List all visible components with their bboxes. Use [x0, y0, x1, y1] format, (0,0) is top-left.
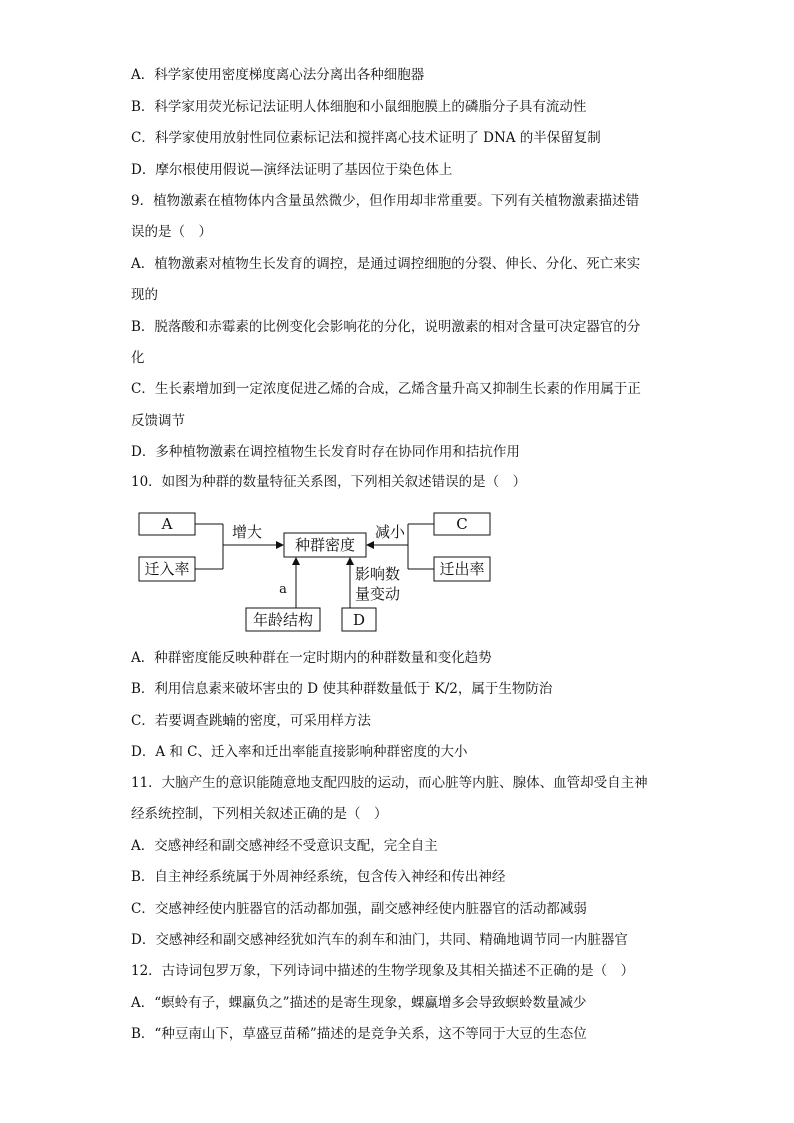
q9-stem-line-1: 9．植物激素在植物体内含量虽然微少，但作用却非常重要。下列有关植物激素描述错 — [131, 193, 640, 209]
label-influence-2: 量变动 — [355, 585, 401, 603]
box-center-label: 种群密度 — [294, 536, 356, 554]
q12-option-b: B．“种豆南山下，草盛豆苗稀”描述的是竞争关系，这不等同于大豆的生态位 — [131, 1026, 587, 1042]
label-a: a — [279, 582, 287, 597]
q11-option-b: B．自主神经系统属于外周神经系统，包含传入神经和传出神经 — [131, 869, 506, 885]
q8-option-b: B．科学家用荧光标记法证明人体细胞和小鼠细胞膜上的磷脂分子具有流动性 — [131, 99, 587, 115]
q11-option-a: A．交感神经和副交感神经不受意识支配，完全自主 — [131, 838, 438, 854]
q11-option-d: D．交感神经和副交感神经犹如汽车的刹车和油门，共同、精确地调节同一内脏器官 — [131, 932, 628, 948]
q9-option-a: A．植物激素对植物生长发育的调控，是通过调控细胞的分裂、伸长、分化、死亡来实 — [131, 256, 641, 272]
label-decrease: 减小 — [374, 523, 406, 541]
q10-option-b: B．利用信息素来破坏害虫的 D 使其种群数量低于 K/2，属于生物防治 — [131, 681, 553, 697]
q9-option-d: D．多种植物激素在调控植物生长发育时存在协同作用和拮抗作用 — [131, 444, 520, 460]
q9-option-b: B．脱落酸和赤霉素的比例变化会影响花的分化，说明激素的相对含量可决定器官的分 — [131, 319, 641, 335]
population-diagram — [138, 509, 494, 633]
label-influence-1: 影响数 — [355, 565, 401, 583]
q10-stem: 10．如图为种群的数量特征关系图，下列相关叙述错误的是（ ） — [131, 474, 527, 490]
q12-stem: 12．古诗词包罗万象，下列诗词中描述的生物学现象及其相关描述不正确的是（ ） — [131, 963, 635, 979]
q11-stem-line-1: 11．大脑产生的意识能随意地支配四肢的运动，而心脏等内脏、腺体、血管却受自主神 — [131, 775, 648, 791]
box-immigration-label: 迁入率 — [144, 560, 190, 578]
q11-stem-line-2: 经系统控制，下列相关叙述正确的是（ ） — [131, 806, 388, 822]
q8-option-c: C．科学家使用放射性同位素标记法和搅拌离心技术证明了 DNA 的半保留复制 — [131, 130, 601, 146]
box-a-label: A — [161, 515, 173, 533]
q9-option-a-cont: 现的 — [131, 287, 158, 303]
q10-option-c: C．若要调查跳蝻的密度，可采用样方法 — [131, 713, 371, 729]
box-emigration-label: 迁出率 — [439, 560, 485, 578]
q9-stem-line-2: 误的是（ ） — [131, 224, 212, 240]
box-d-label: D — [352, 611, 366, 629]
q9-option-c-cont: 反馈调节 — [131, 413, 185, 429]
box-age-label: 年龄结构 — [252, 611, 314, 629]
q11-option-c: C．交感神经使内脏器官的活动都加强，副交感神经使内脏器官的活动都减弱 — [131, 901, 587, 917]
q8-option-d: D．摩尔根使用假说—演绎法证明了基因位于染色体上 — [131, 162, 453, 178]
q10-option-a: A．种群密度能反映种群在一定时期内的种群数量和变化趋势 — [131, 650, 492, 666]
q9-option-c: C．生长素增加到一定浓度促进乙烯的合成，乙烯含量升高又抑制生长素的作用属于正 — [131, 381, 641, 397]
q9-option-b-cont: 化 — [131, 350, 145, 366]
q12-option-a: A．“螟蛉有子，蜾蠃负之”描述的是寄生现象，蜾蠃增多会导致螟蛉数量减少 — [131, 995, 587, 1011]
q8-option-a: A．科学家使用密度梯度离心法分离出各种细胞器 — [131, 67, 425, 83]
label-increase: 增大 — [231, 523, 263, 541]
q10-option-d: D．A 和 C、迁入率和迁出率能直接影响种群密度的大小 — [131, 744, 468, 760]
box-c-label: C — [456, 515, 468, 533]
